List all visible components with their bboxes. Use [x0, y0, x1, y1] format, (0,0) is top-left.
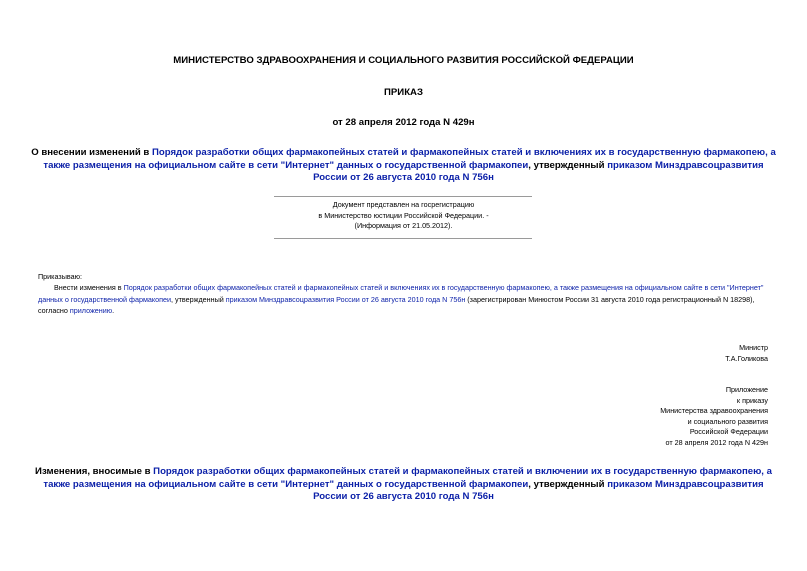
order-756n-link[interactable]: приказом Минздравсоцразвития России от 26 августа 2010 года N 756н — [313, 478, 764, 502]
paragraph-prefix: Внести изменения в — [54, 283, 124, 292]
order-title-prefix: О внесении изменений в — [31, 147, 152, 158]
registration-note — [30, 200, 777, 232]
signature-block — [725, 343, 768, 364]
paragraph-suffix: (зарегистрирован Минюстом России 31 августа 2010 года регистрационный N 18298), согласно — [38, 294, 755, 315]
prikazyvayu-label: Приказываю: — [38, 272, 82, 281]
order-756n-link[interactable]: приказом Минздравсоцразвития России от 26 августа 2010 года N 756н — [313, 159, 764, 183]
appendix-block — [660, 385, 768, 448]
order-756n-link[interactable]: приказом Минздравсоцразвития России от 26 августа 2010 года N 756н — [225, 294, 466, 304]
registration-note-line: (Информация от 21.05.2012). — [354, 221, 453, 230]
registration-note-line: в Министерство юстиции Российской Федерации. - — [318, 210, 489, 220]
appendix-line: Министерства здравоохранения — [660, 406, 768, 415]
order-title — [30, 147, 777, 185]
order-paragraph — [38, 282, 773, 317]
changes-title-prefix: Изменения, вносимые в — [35, 466, 154, 477]
procedure-link[interactable]: Порядок разработки общих фармакопейных статей и фармакопейных статей и включениях их в государственную фармакопею, а также размещения на официальном сайте в сети "Интернет" данных о государственной фармакопеи — [43, 147, 776, 171]
appendix-line: Российской Федерации — [689, 427, 768, 436]
order-date-number: от 28 апреля 2012 года N 429н — [332, 117, 475, 128]
appendix-line: и социального развития — [687, 416, 768, 426]
signature-position: Министр — [739, 343, 768, 352]
signature-name: Т.А.Голикова — [725, 353, 768, 363]
appendix-line: Приложение — [725, 385, 768, 394]
document-type: ПРИКАЗ — [384, 87, 423, 98]
divider-top — [274, 196, 532, 197]
paragraph-end: . — [112, 306, 115, 315]
ministry-name: МИНИСТЕРСТВО ЗДРАВООХРАНЕНИЯ И СОЦИАЛЬНОГО РАЗВИТИЯ РОССИЙСКОЙ ФЕДЕРАЦИИ — [173, 55, 634, 66]
order-title-middle: , утвержденный — [528, 159, 608, 171]
appendix-link[interactable]: приложению — [69, 306, 113, 315]
procedure-link[interactable]: Порядок разработки общих фармакопейных статей и фармакопейных статей и включениях их в государственную фармакопею, а также размещения на официальном сайте в сети "Интернет" данных о государственной фармакопеи — [38, 283, 764, 304]
procedure-link[interactable]: Порядок разработки общих фармакопейных статей и фармакопейных статей и включении их в государственную фармакопею, а также размещения на официальном сайте в сети "Интернет" данных о государственной фармакопеи — [43, 466, 772, 490]
paragraph-middle: , утвержденный — [171, 294, 226, 304]
appendix-line: от 28 апреля 2012 года N 429н — [665, 437, 768, 447]
registration-note-line: Документ представлен на госрегистрацию — [332, 200, 475, 209]
appendix-line: к приказу — [736, 395, 768, 405]
changes-title-middle: , утвержденный — [528, 478, 608, 490]
divider-bottom — [274, 238, 532, 239]
changes-title — [30, 466, 777, 504]
